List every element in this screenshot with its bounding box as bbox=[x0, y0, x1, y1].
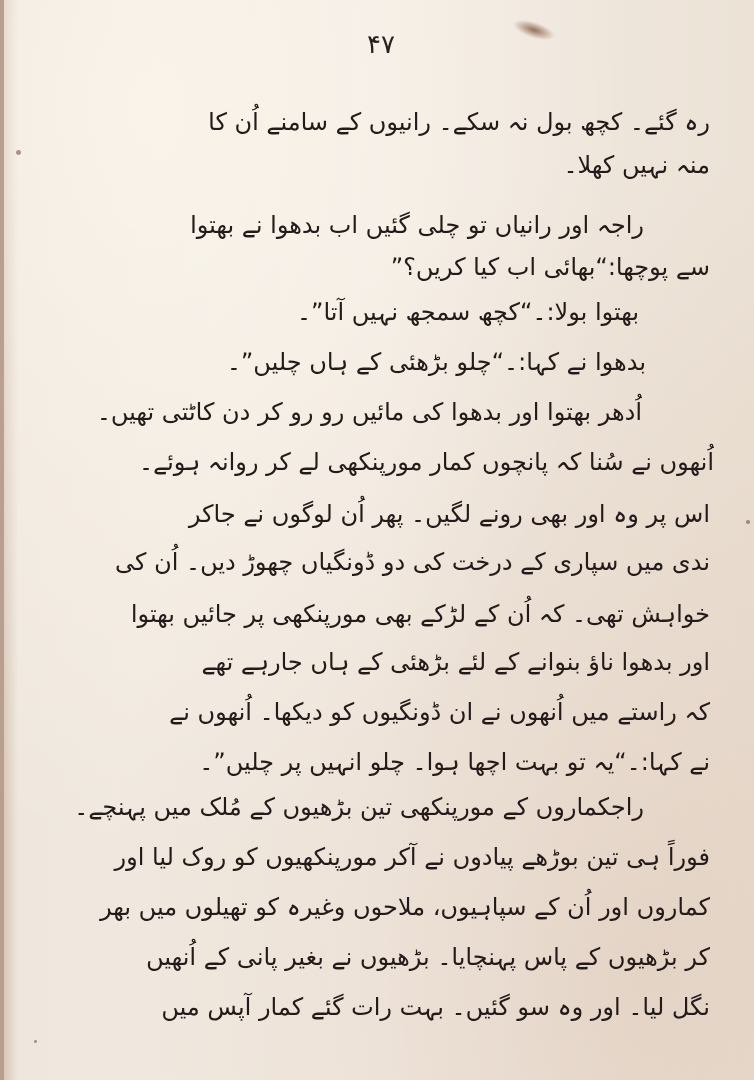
text-line: رہ گئے۔ کچھ بول نہ سکے۔ رانیوں کے سامنے اُن کا bbox=[208, 108, 710, 136]
text-line: بدھوا نے کہا:۔“چلو بڑھئی کے ہاں چلیں”۔ bbox=[226, 348, 646, 376]
text-line: کر بڑھیوں کے پاس پہنچایا۔ بڑھیوں نے بغیر پانی کے اُنھیں bbox=[146, 943, 710, 971]
text-line: فوراً ہی تین بوڑھے پیادوں نے آکر مورپنکھیوں کو روک لیا اور bbox=[114, 843, 710, 871]
text-line: کماروں اور اُن کے سپاہیوں، ملاحوں وغیرہ کو تھیلوں میں بھر bbox=[100, 893, 710, 921]
text-line: منہ نہیں کھلا۔ bbox=[563, 151, 710, 179]
text-line: سے پوچھا:“بھائی اب کیا کریں؟” bbox=[390, 253, 710, 281]
page-number: ۴۷ bbox=[367, 30, 395, 60]
text-line: نگل لیا۔ اور وہ سو گئیں۔ بہت رات گئے کمار آپس میں bbox=[161, 993, 710, 1021]
text-line: اُدھر بھتوا اور بدھوا کی مائیں رو رو کر دن کاٹتی تھیں۔ bbox=[96, 398, 642, 426]
text-line: راجکماروں کے مورپنکھی تین بڑھیوں کے مُلک میں پہنچے۔ bbox=[74, 793, 644, 821]
text-line: نے کہا:۔“یہ تو بہت اچھا ہوا۔ چلو انہیں پر چلیں”۔ bbox=[199, 748, 710, 776]
speck bbox=[34, 1040, 37, 1043]
text-line: راجہ اور رانیاں تو چلی گئیں اب بدھوا نے بھتوا bbox=[190, 211, 644, 239]
text-line: خواہش تھی۔ کہ اُن کے لڑکے بھی مورپنکھی پر جائیں بھتوا bbox=[130, 600, 710, 628]
text-line: بھتوا بولا:۔“کچھ سمجھ نہیں آتا”۔ bbox=[296, 298, 639, 326]
text-line: ندی میں سپاری کے درخت کی دو ڈونگیاں چھوڑ دیں۔ اُن کی bbox=[115, 548, 710, 576]
text-line: اور بدھوا ناؤ بنوانے کے لئے بڑھئی کے ہاں جارہے تھے bbox=[201, 648, 710, 676]
speck bbox=[16, 150, 21, 155]
text-line: کہ راستے میں اُنھوں نے ان ڈونگیوں کو دیکھا۔ اُنھوں نے bbox=[169, 698, 710, 726]
text-line: اُنھوں نے سُنا کہ پانچوں کمار مورپنکھی لے کر روانہ ہوئے۔ bbox=[139, 448, 714, 476]
speck bbox=[746, 520, 750, 524]
text-line: اس پر وہ اور بھی رونے لگیں۔ پھر اُن لوگوں نے جاکر bbox=[188, 500, 710, 528]
